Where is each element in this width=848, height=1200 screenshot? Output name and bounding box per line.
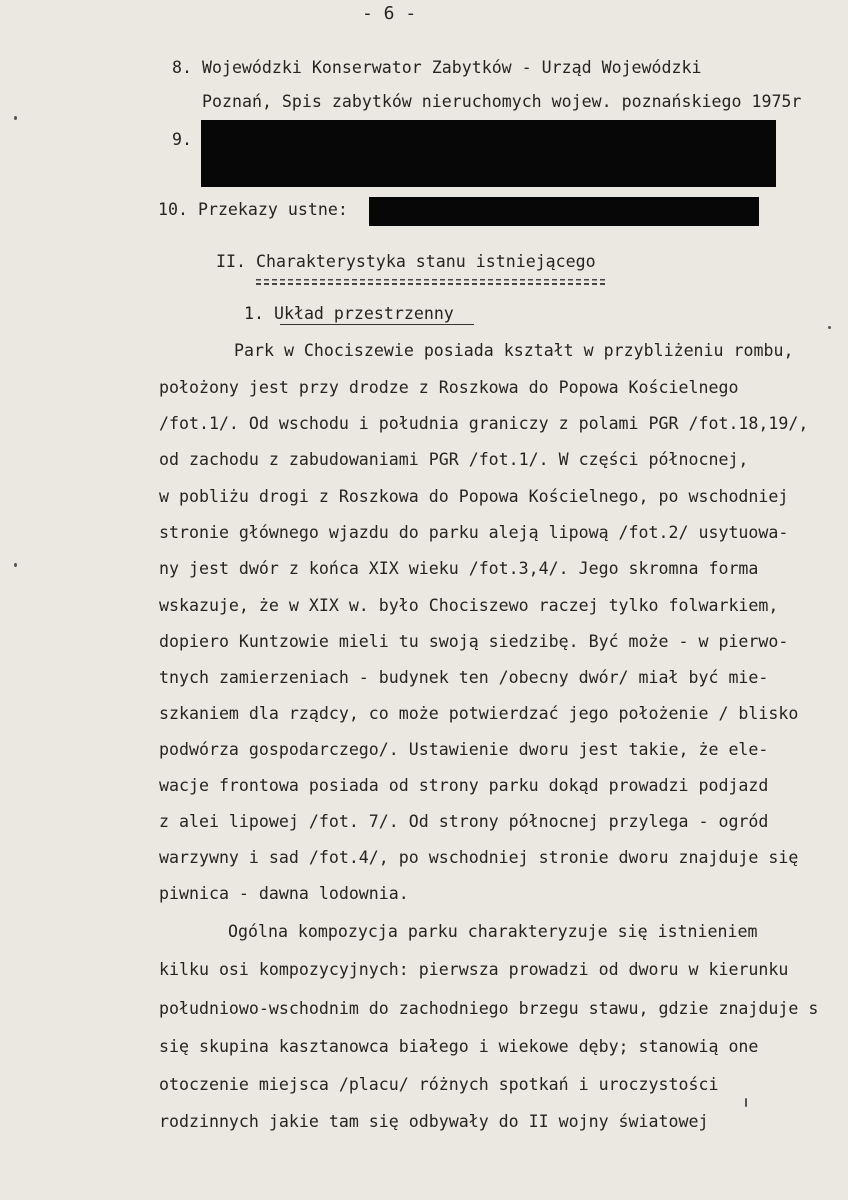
paragraph-line: położony jest przy drodze z Roszkowa do Popowa Kościelnego: [159, 378, 739, 397]
paragraph-line: ny jest dwór z końca XIX wieku /fot.3,4/. Jego skromna forma: [159, 559, 759, 578]
section-title: II. Charakterystyka stanu istniejącego: [216, 252, 596, 271]
paragraph-line: dopiero Kuntzowie mieli tu swoją siedzibę. Być może - w pierwo-: [159, 632, 789, 651]
paragraph-line: rodzinnych jakie tam się odbywały do II wojny światowej: [159, 1112, 709, 1131]
paragraph-line: kilku osi kompozycyjnych: pierwsza prowadzi od dworu w kierunku: [159, 960, 789, 979]
paragraph-line: wskazuje, że w XIX w. było Chociszewo raczej tylko folwarkiem,: [159, 596, 779, 615]
reference-item-9-number: 9.: [172, 130, 192, 149]
paragraph-line: w pobliżu drogi z Roszkowa do Popowa Kościelnego, po wschodniej: [159, 487, 789, 506]
reference-item-8-line-2: Poznań, Spis zabytków nieruchomych wojew. poznańskiego 1975r: [202, 92, 802, 111]
paragraph-line: podwórza gospodarczego/. Ustawienie dworu jest takie, że ele-: [159, 740, 769, 759]
margin-dot: [14, 563, 17, 567]
paragraph-line: wacje frontowa posiada od strony parku dokąd prowadzi podjazd: [159, 776, 769, 795]
margin-dot: [828, 326, 831, 329]
paragraph-line: południowo-wschodnim do zachodniego brzegu stawu, gdzie znajduje s: [159, 999, 819, 1018]
subsection-title: 1. Układ przestrzenny: [244, 304, 454, 323]
margin-dot: [14, 116, 17, 120]
margin-dot: [745, 1098, 747, 1107]
paragraph-line: Ogólna kompozycja parku charakteryzuje się istnieniem: [228, 922, 758, 941]
subsection-underline: [280, 324, 474, 325]
page-number: - 6 -: [362, 3, 417, 24]
paragraph-line: warzywny i sad /fot.4/, po wschodniej stronie dworu znajduje się: [159, 848, 799, 867]
redaction-block: [201, 120, 776, 187]
paragraph-line: /fot.1/. Od wschodu i południa graniczy z polami PGR /fot.18,19/,: [159, 414, 809, 433]
paragraph-line: szkaniem dla rządcy, co może potwierdzać jego położenie / blisko: [159, 704, 799, 723]
paragraph-line: piwnica - dawna lodownia.: [159, 884, 409, 903]
paragraph-line: otoczenie miejsca /placu/ różnych spotkań i uroczystości: [159, 1075, 719, 1094]
paragraph-line: tnych zamierzeniach - budynek ten /obecny dwór/ miał być mie-: [159, 668, 769, 687]
paragraph-line: od zachodu z zabudowaniami PGR /fot.1/. W części północnej,: [159, 450, 749, 469]
reference-item-10-label: 10. Przekazy ustne:: [158, 200, 348, 219]
reference-item-8-line-1: 8. Wojewódzki Konserwator Zabytków - Urząd Wojewódzki: [172, 58, 702, 77]
paragraph-line: z alei lipowej /fot. 7/. Od strony północnej przylega - ogród: [159, 812, 769, 831]
paragraph-line: stronie głównego wjazdu do parku aleją lipową /fot.2/ usytuowa-: [159, 523, 789, 542]
double-underline: [256, 279, 608, 285]
redaction-block: [369, 197, 759, 226]
paragraph-line: się skupina kasztanowca białego i wiekowe dęby; stanowią one: [159, 1037, 759, 1056]
paragraph-line: Park w Chociszewie posiada kształt w przybliżeniu rombu,: [234, 341, 794, 360]
